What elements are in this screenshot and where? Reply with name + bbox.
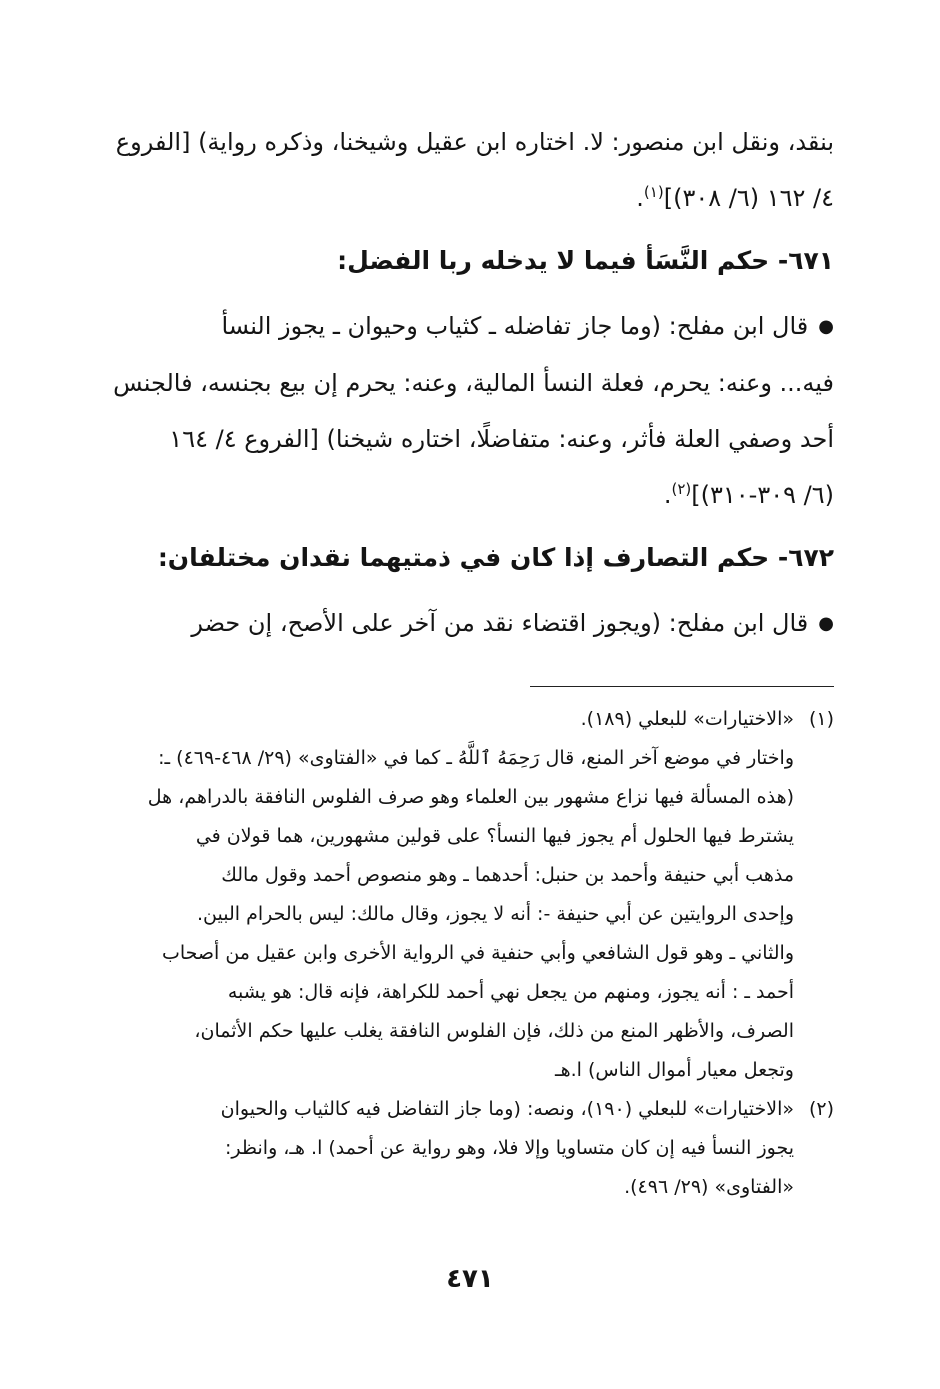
footnote-1: [106, 700, 834, 1090]
paragraph-continuation: [106, 114, 834, 226]
section-heading-672: ٦٧٢- حكم التصارف إذا كان في ذمتيهما نقدان مختلفان:: [157, 543, 834, 572]
footnote-line: وإحدى الروايتين عن أبي حنيفة -: أنه لا يجوز، وقال مالك: ليس بالحرام البين.: [197, 903, 794, 925]
text-line: [106, 467, 834, 523]
footnote-line: والثاني ـ وهو قول الشافعي وأبي حنفية في الرواية الأخرى وابن عقيل من أصحاب: [161, 942, 794, 964]
period: .: [636, 184, 644, 212]
book-page: [106, 0, 834, 1389]
footnote-ref-2[interactable]: (٢): [671, 480, 692, 498]
footnote-line: واختار في موضع آخر المنع، قال رَحِمَهُ ٱللَّهُ ـ كما في «الفتاوى» (٢٩/ ٤٦٨-٤٦٩) ـ:: [158, 747, 794, 769]
bullet-icon: ●: [818, 316, 834, 337]
page-number: ٤٧١: [446, 1264, 494, 1294]
citation: ٤/ ١٦٢ (٦/ ٣٠٨)]: [663, 184, 834, 212]
footnote-line: وتجعل معيار أموال الناس) ا.هـ: [555, 1059, 794, 1081]
text-line-content: قال ابن مفلح: (ويجوز اقتضاء نقد من آخر على الأصح، إن حضر: [191, 609, 809, 637]
footnote-line: الصرف، والأظهر المنع من ذلك، فإن الفلوس النافقة يغلب عليها حكم الأثمان،: [194, 1020, 794, 1042]
footnote-number: (٢): [808, 1098, 834, 1120]
section-heading-671: ٦٧١- حكم النَّسَأ فيما لا يدخله ربا الفضل:: [337, 246, 834, 275]
footnote-line: «الفتاوى» (٢٩/ ٤٩٦).: [624, 1176, 794, 1198]
text-line: [106, 170, 834, 226]
footnote-ref-1[interactable]: (١): [643, 183, 664, 201]
main-text: [106, 114, 834, 652]
text-line: أحد وصفي العلة فأثر، وعنه: متفاضلًا، اختاره شيخنا) [الفروع ٤/ ١٦٤: [169, 425, 834, 453]
citation: (٦/ ٣٠٩-٣١٠)]: [691, 481, 834, 509]
footnote-line: «الاختيارات» للبعلي (١٩٠)، ونصه: (وما جاز التفاضل فيه كالثياب والحيوان: [220, 1098, 794, 1120]
footnote-divider: [530, 686, 834, 687]
bullet-icon: ●: [818, 613, 834, 634]
footnote-line: أحمد ـ : أنه يجوز، ومنهم من يجعل نهي أحمد للكراهة، فإنه قال: هو يشبه: [227, 981, 794, 1003]
footnote-number: (١): [808, 708, 834, 730]
text-line: بنقد، ونقل ابن منصور: لا. اختاره ابن عقيل وشيخنا، وذكره رواية) [الفروع: [115, 128, 834, 156]
footnote-line: «الاختيارات» للبعلي (١٨٩).: [580, 708, 794, 730]
footnotes: [106, 700, 834, 1207]
period: .: [663, 481, 672, 509]
text-line-content: قال ابن مفلح: (وما جاز تفاضله ـ كثياب وحيوان ـ يجوز النسأ: [221, 312, 809, 340]
footnote-body: [106, 700, 794, 1090]
paragraph-672: [106, 595, 834, 652]
text-line: [106, 595, 834, 652]
footnote-2: [106, 1090, 834, 1207]
footnote-line: يجوز النسأ فيه إن كان متساويا وإلا فلا، وهو رواية عن أحمد) ا. هـ، وانظر:: [225, 1137, 794, 1159]
paragraph-671: [106, 298, 834, 523]
text-line: [106, 298, 834, 355]
footnote-line: يشترط فيها الحلول أم يجوز فيها النسأ؟ على قولين مشهورين، هما قولان في: [195, 825, 794, 847]
footnote-body: [106, 1090, 794, 1207]
footnote-line: مذهب أبي حنيفة وأحمد بن حنبل: أحدهما ـ وهو منصوص أحمد وقول مالك: [221, 864, 794, 886]
footnote-line: (هذه المسألة فيها نزاع مشهور بين العلماء وهو صرف الفلوس النافقة بالدراهم، هل: [147, 786, 794, 808]
text-line: فيه... وعنه: يحرم، فعلة النسأ المالية، وعنه: يحرم إن بيع بجنسه، فالجنس: [113, 369, 834, 397]
